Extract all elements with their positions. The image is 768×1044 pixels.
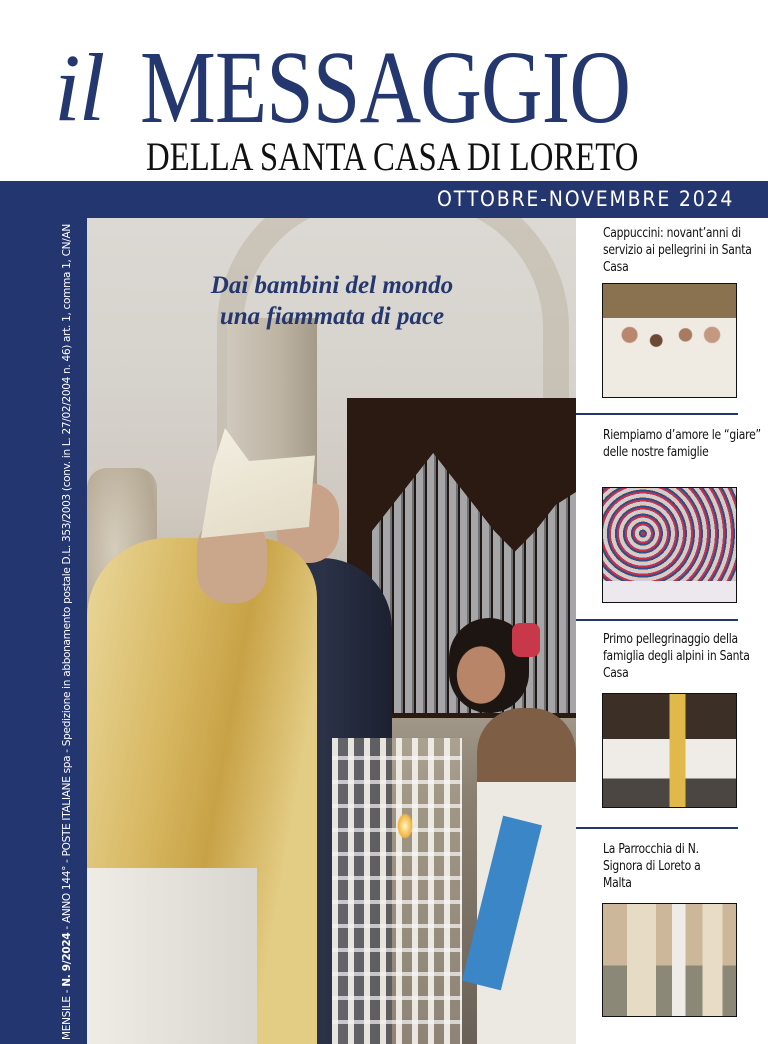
postal-info-text — [60, 220, 74, 1040]
story-separator — [576, 619, 738, 621]
story-separator — [576, 413, 738, 415]
masthead — [0, 0, 768, 181]
headline-line-1: Dai bambini del mondo — [210, 272, 454, 299]
story-title[interactable]: Primo pellegrinaggio della famiglia degli alpini in Santa Casa — [603, 631, 750, 681]
spine-postal-details: - ANNO 144° - POSTE ITALIANE spa - Spedizione in abbonamento postale D.L. 353/2003 (conv. in L. 27/02/2004 n. 46) art. 1, comma 1, CN/AN — [61, 224, 73, 933]
cover-headline — [147, 270, 517, 332]
crowd-pilgrimage-photo[interactable] — [602, 487, 737, 603]
photo-lanterns — [332, 738, 462, 1044]
photo-bishop-alb — [87, 868, 257, 1044]
magazine-title: MESSAGGIO — [140, 30, 631, 145]
cover-photo — [87, 218, 576, 1044]
story-title[interactable]: La Parrocchia di N. Signora di Loreto a Malta — [603, 841, 701, 891]
story-title[interactable]: Cappuccini: novant’anni di servizio ai pellegrini in Santa Casa — [603, 225, 752, 275]
magazine-subtitle: DELLA SANTA CASA DI LORETO — [146, 134, 639, 179]
photo-girl-bow — [512, 623, 540, 657]
story-separator — [576, 827, 738, 829]
spine-prefix: MENSILE - — [61, 986, 73, 1040]
headline-line-2: una fiammata di pace — [219, 303, 445, 330]
story-title[interactable]: Riempiamo d’amore le “giare” delle nostre famiglie — [603, 427, 761, 460]
malta-parish-photo[interactable] — [602, 903, 737, 1017]
sidebar-stories — [576, 218, 768, 1044]
banner — [603, 581, 736, 602]
issue-number: N. 9/2024 — [61, 932, 73, 987]
title-prefix: il — [54, 34, 104, 141]
capuchin-friars-photo[interactable] — [602, 283, 737, 398]
procession-photo[interactable] — [602, 693, 737, 808]
photo-flame — [397, 813, 413, 839]
issue-date: OTTOBRE-NOVEMBRE 2024 — [436, 187, 734, 211]
